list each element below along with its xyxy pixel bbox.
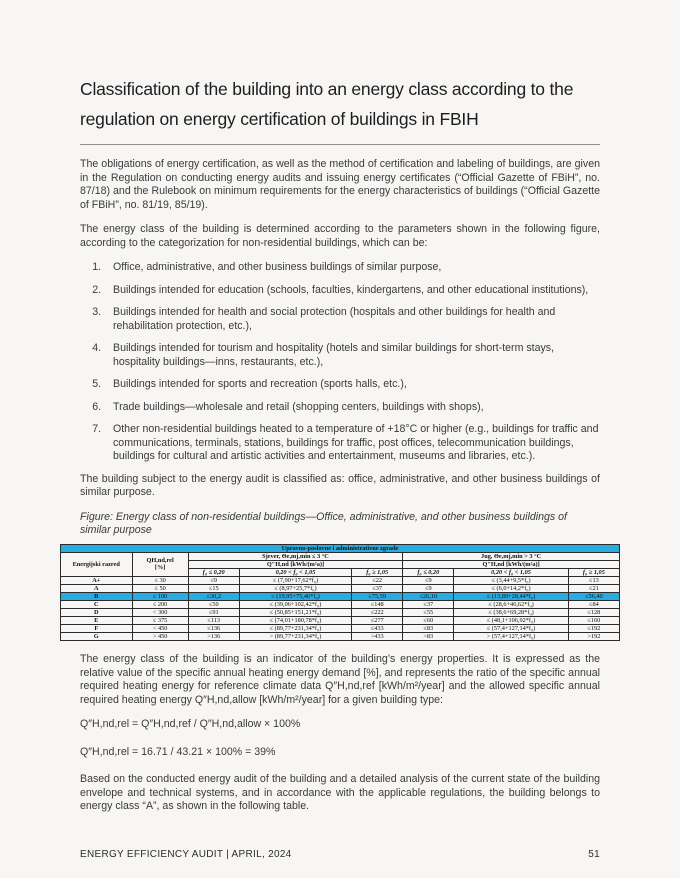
table-row	[61, 576, 620, 584]
value-cell: ≤50	[188, 600, 239, 608]
value-cell: ≤113	[188, 616, 239, 624]
paragraph-energy-class-determination: The energy class of the building is determined according to the parameters shown in the following figure, according to the categorization for non-residential buildings, which can be:	[80, 223, 600, 249]
list-item: 6. Trade buildings—wholesale and retail (shopping centers, buildings with shops),	[104, 401, 600, 415]
value-cell: ≤ 100	[132, 592, 188, 600]
value-cell: ≤56,40	[568, 592, 619, 600]
value-cell: ≤160	[568, 616, 619, 624]
list-item: 7. Other non-residential buildings heated to a temperature of +18°C or higher (e.g., buildings for traffic and communications, terminals, stations, buildings for traffic, post offices, telecommunication buildings, buildings for cultural and artistic activities and entertainment, museums and libraries, etc.).	[104, 423, 600, 464]
page-number: 51	[588, 849, 600, 860]
value-cell: ≤83	[403, 624, 454, 632]
value-cell: ≤ (48,1+106,92*f₀)	[454, 616, 568, 624]
energy-class-cell: A+	[61, 576, 133, 584]
table-row	[61, 592, 620, 600]
value-cell: ≤26,10	[403, 592, 454, 600]
formula-computed-value: Q″H,nd,rel = 16.71 / 43.21 × 100% = 39%	[80, 745, 276, 758]
table-row	[61, 616, 620, 624]
formula-relative-demand: Q″H,nd,rel = Q″H,nd,ref / Q″H,nd,allow × 100%	[80, 718, 301, 731]
header-qhnd-north: Q″H,nd [kWh/(m²a)]	[188, 560, 403, 568]
value-cell: ≤15	[188, 584, 239, 592]
value-cell: ≤ (7,90+17,62*f₀)	[239, 576, 351, 584]
value-cell: ≤148	[352, 600, 403, 608]
value-cell: ≤ (74,01+180,78*f₀)	[239, 616, 351, 624]
header-qhndrel-label: QH,nd,rel	[146, 557, 174, 565]
header-f0-mid-south: 0,20 < f₀ < 1,05	[454, 568, 568, 576]
value-cell: ≤ (13,89+28,44*f₀)	[454, 592, 568, 600]
table-row	[61, 584, 620, 592]
footer-report-label: ENERGY EFFICIENCY AUDIT | APRIL, 2024	[80, 849, 292, 860]
value-cell: ≤ 375	[132, 616, 188, 624]
energy-class-table	[60, 544, 620, 642]
value-cell: > 450	[132, 633, 188, 641]
value-cell: > (57,4+127,14*f₀)	[454, 633, 568, 641]
energy-class-cell: E	[61, 616, 133, 624]
value-cell: ≤ 50	[132, 584, 188, 592]
value-cell: >192	[568, 633, 619, 641]
value-cell: ≤ (50,85+151,21*f₀)	[239, 608, 351, 616]
figure-caption: Figure: Energy class of non-residential buildings—Office, administrative, and other business buildings of similar purpose	[80, 510, 567, 536]
value-cell: >83	[403, 633, 454, 641]
value-cell: ≤192	[568, 624, 619, 632]
header-north: Sjever, Θe,mj,min ≤ 3 °C	[188, 552, 403, 560]
value-cell: ≤128	[568, 608, 619, 616]
value-cell: ≤22	[352, 576, 403, 584]
value-cell: ≤ (8,97+25,7*f₀)	[239, 584, 351, 592]
value-cell: ≤277	[352, 616, 403, 624]
value-cell: ≤ (89,77+231,34*f₀)	[239, 624, 351, 632]
value-cell: < 450	[132, 624, 188, 632]
value-cell: ≤84	[568, 600, 619, 608]
value-cell: ≤30,2	[188, 592, 239, 600]
value-cell: >433	[352, 633, 403, 641]
title-divider	[80, 144, 600, 145]
table-row	[61, 624, 620, 632]
header-qhndrel	[132, 552, 188, 576]
table-row	[61, 608, 620, 616]
value-cell: ≤ (57,4+127,14*f₀)	[454, 624, 568, 632]
value-cell: > (89,77+231,34*f₀)	[239, 633, 351, 641]
value-cell: ≤9	[188, 576, 239, 584]
header-f0-high-south: f₀ ≥ 1,05	[568, 568, 619, 576]
page-title: Classification of the building into an energy class according to the regulation on energy certification of buildings in FBIH	[80, 79, 574, 129]
list-item: 4. Buildings intended for tourism and hospitality (hotels and similar buildings for short-term stays, hospitality buildings—inns, restaurants, etc.),	[104, 342, 600, 369]
header-south: Jug, Θe,mj,min > 3 °C	[403, 552, 620, 560]
value-cell: ≤21	[568, 584, 619, 592]
energy-class-cell: C	[61, 600, 133, 608]
table-title-row	[61, 544, 620, 552]
value-cell: ≤ 200	[132, 600, 188, 608]
paragraph-certification-obligations: The obligations of energy certification, as well as the method of certification and labeling of buildings, are given in the Regulation on conducting energy audits and issuing energy certificates (“Official Gazette of FBiH”, no. 87/18) and the Rulebook on minimum requirements for the energy characteristics of buildings (“Official Gazette of FBiH”, no. 81/19, 85/19).	[80, 158, 600, 211]
energy-class-cell: A	[61, 584, 133, 592]
value-cell: ≤ (38,6+69,28*f₀)	[454, 608, 568, 616]
list-item: 3. Buildings intended for health and social protection (hospitals and other buildings for health and rehabilitation protection, etc.),	[104, 306, 600, 333]
value-cell: ≤37	[352, 584, 403, 592]
value-cell: ≤136	[188, 624, 239, 632]
value-cell: >136	[188, 633, 239, 641]
value-cell: ≤ (28,6+46,62*f₀)	[454, 600, 568, 608]
header-energy-class-label: Energijski razred	[72, 560, 120, 568]
page-footer	[80, 849, 600, 860]
header-qhndrel-unit: [%]	[154, 564, 166, 572]
value-cell: ≤ (3,44+9,5*f₀)	[454, 576, 568, 584]
energy-class-cell: F	[61, 624, 133, 632]
paragraph-conclusion-class-a: Based on the conducted energy audit of the building and a detailed analysis of the current state of the building envelope and technical systems, and in accordance with the applicable regulations, the building belongs to energy class “A”, as shown in the following table.	[80, 773, 600, 813]
list-item: 1. Office, administrative, and other business buildings of similar purpose,	[104, 261, 600, 275]
value-cell: ≤222	[352, 608, 403, 616]
value-cell: ≤91	[188, 608, 239, 616]
header-f0-low-south: f₀ ≤ 0,20	[403, 568, 454, 576]
table-title: Upravno-poslovne i administrativne zgrade	[61, 544, 620, 552]
table-row	[61, 633, 620, 641]
value-cell: ≤ (39,06+102,42*f₀)	[239, 600, 351, 608]
header-f0-mid-north: 0,20 < f₀ < 1,05	[239, 568, 351, 576]
list-item: 2. Buildings intended for education (schools, faculties, kindergartens, and other educational institutions),	[104, 284, 600, 298]
building-categories-list	[80, 261, 600, 464]
table-header-row-climate	[61, 552, 620, 560]
value-cell: < 300	[132, 608, 188, 616]
energy-class-cell: G	[61, 633, 133, 641]
table-row	[61, 600, 620, 608]
paragraph-energy-class-indicator: The energy class of the building is an indicator of the building’s energy properties. It is expressed as the relative value of the specific annual heating energy demand [%], and represents the ratio of the specific annual required heating energy for reference climate data Q″H,nd,ref [kWh/m²/year] and the allowed specific annual required heating energy Q″H,nd,allow [kWh/m²/year] for a given building type:	[80, 653, 600, 706]
value-cell: ≤37	[403, 600, 454, 608]
header-f0-high-north: f₀ ≥ 1,05	[352, 568, 403, 576]
value-cell: ≤ 30	[132, 576, 188, 584]
value-cell: ≤60	[403, 616, 454, 624]
header-energy-class	[61, 552, 133, 576]
value-cell: ≤9	[403, 584, 454, 592]
energy-class-table-body	[61, 576, 620, 640]
header-f0-low-north: f₀ ≤ 0,20	[188, 568, 239, 576]
header-qhnd-south: Q″H,nd [kWh/(m²a)]	[403, 560, 620, 568]
value-cell: ≤433	[352, 624, 403, 632]
energy-class-cell: B	[61, 592, 133, 600]
energy-class-cell: D	[61, 608, 133, 616]
value-cell: ≤ (6,0+14,2*f₀)	[454, 584, 568, 592]
value-cell: ≤55	[403, 608, 454, 616]
paragraph-building-classification: The building subject to the energy audit is classified as: office, administrative, and other business buildings of similar purpose.	[80, 472, 600, 498]
list-item: 5. Buildings intended for sports and recreation (sports halls, etc.),	[104, 378, 600, 392]
value-cell: ≤ (19,95+75,46*f₀)	[239, 592, 351, 600]
value-cell: ≤13	[568, 576, 619, 584]
value-cell: ≤9	[403, 576, 454, 584]
value-cell: ≤75,59	[352, 592, 403, 600]
